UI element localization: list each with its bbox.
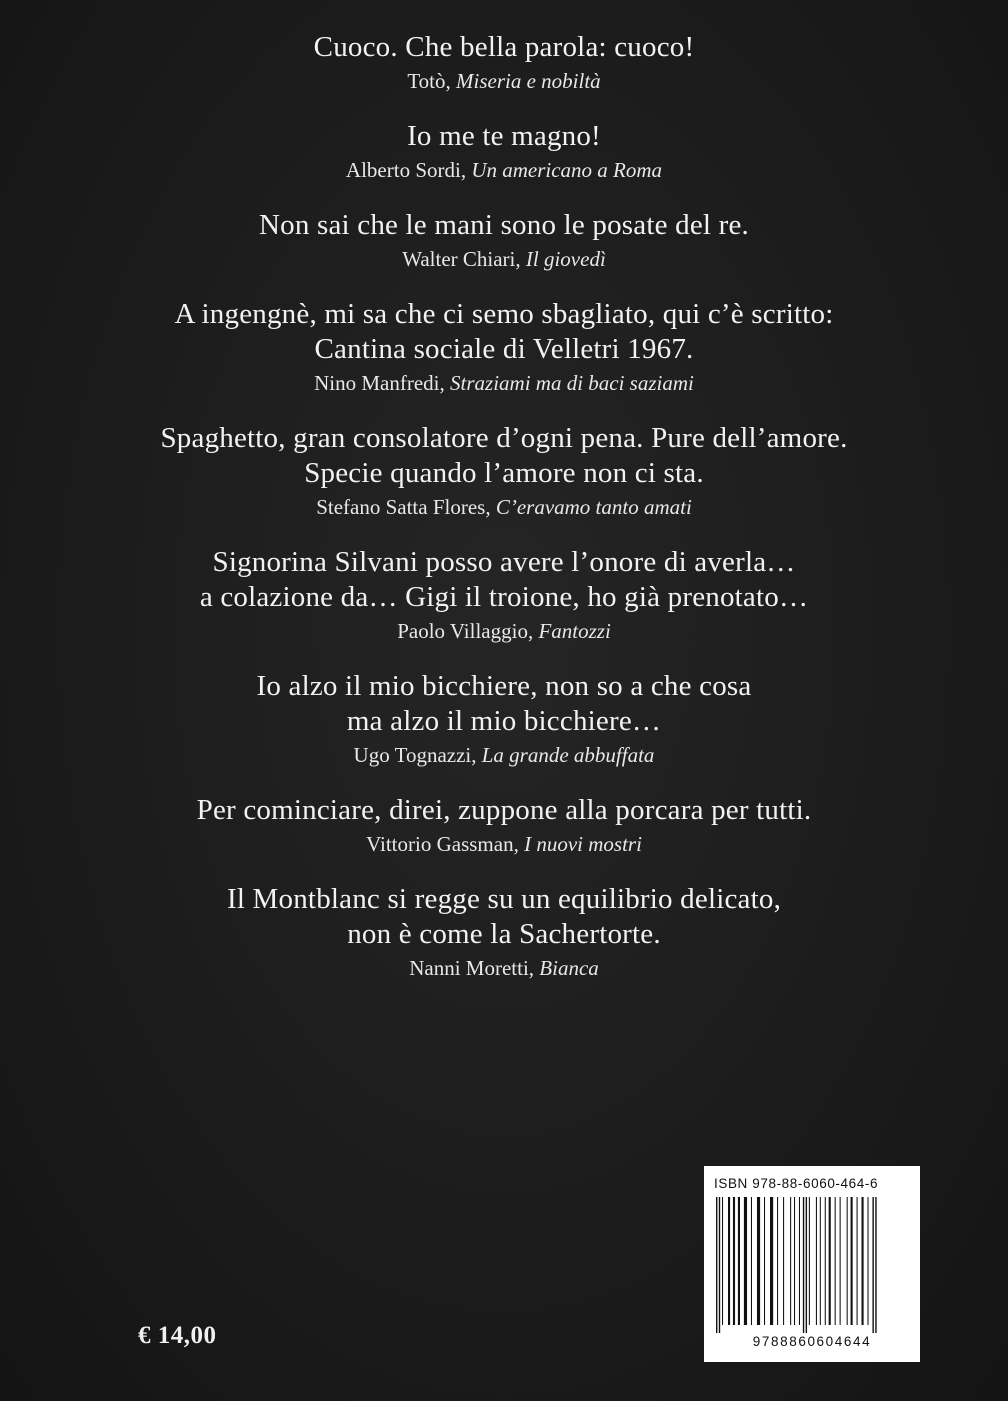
quote-author: Nino Manfredi,: [314, 371, 445, 395]
quote-line: Per cominciare, direi, zuppone alla porcara per tutti.: [196, 794, 812, 826]
barcode-digits: 9788860604644: [752, 1334, 872, 1349]
quote-block: [40, 545, 968, 645]
quote-film-title: La grande abbuffata: [481, 743, 655, 767]
quote-line: Il Montblanc si regge su un equilibrio delicato,: [226, 883, 782, 915]
barcode-label: [704, 1166, 920, 1362]
quote-attribution: [40, 156, 968, 184]
quote-block: [40, 421, 968, 521]
isbn-text: ISBN 978-88-6060-464-6: [714, 1176, 879, 1191]
quote-film-title: Il giovedì: [525, 247, 606, 271]
quote-attribution: [40, 67, 968, 95]
quote-line: A ingengnè, mi sa che ci semo sbagliato, qui c’è scritto:: [174, 298, 834, 330]
quote-author: Ugo Tognazzi,: [353, 743, 477, 767]
quote-block: [40, 882, 968, 982]
quote-block: [40, 669, 968, 769]
quote-attribution: [40, 245, 968, 273]
quote-film-title: Straziami ma di baci saziami: [450, 371, 694, 395]
quote-line: Cuoco. Che bella parola: cuoco!: [313, 31, 695, 63]
quote-line: Specie quando l’amore non ci sta.: [304, 457, 704, 489]
quote-line: Signorina Silvani posso avere l’onore di averla…: [212, 546, 796, 578]
quote-line: Cantina sociale di Velletri 1967.: [314, 333, 694, 365]
quote-line: Non sai che le mani sono le posate del re.: [259, 209, 749, 241]
quote-author: Alberto Sordi,: [345, 158, 467, 182]
quote-attribution: [40, 617, 968, 645]
quote-block: [40, 793, 968, 858]
price-label: € 14,00: [138, 1322, 217, 1349]
quote-film-title: Fantozzi: [538, 619, 611, 643]
quote-line: a colazione da… Gigi il troione, ho già prenotato…: [199, 581, 809, 613]
quote-film-title: Bianca: [539, 956, 599, 980]
quote-film-title: Un americano a Roma: [471, 158, 663, 182]
quote-attribution: [40, 369, 968, 397]
quote-film-title: Miseria e nobiltà: [456, 69, 601, 93]
quote-line: Spaghetto, gran consolatore d’ogni pena. Pure dell’amore.: [160, 422, 848, 454]
quote-attribution: [40, 741, 968, 769]
quote-attribution: [40, 493, 968, 521]
quote-line: non è come la Sachertorte.: [347, 918, 661, 950]
quote-line: Io alzo il mio bicchiere, non so a che cosa: [256, 670, 752, 702]
quote-author: Paolo Villaggio,: [397, 619, 534, 643]
quote-attribution: [40, 954, 968, 982]
quote-block: [40, 119, 968, 184]
quote-author: Totò,: [407, 69, 451, 93]
quote-author: Walter Chiari,: [402, 247, 521, 271]
barcode-graphic: [712, 1197, 912, 1333]
barcode-bars: [712, 1197, 912, 1333]
quote-author: Stefano Satta Flores,: [316, 495, 491, 519]
quote-author: Vittorio Gassman,: [366, 832, 519, 856]
quote-line: ma alzo il mio bicchiere…: [346, 705, 662, 737]
quote-block: [40, 30, 968, 95]
quote-block: [40, 208, 968, 273]
quote-attribution: [40, 830, 968, 858]
quote-film-title: I nuovi mostri: [524, 832, 642, 856]
quote-film-title: C’eravamo tanto amati: [495, 495, 692, 519]
quote-line: Io me te magno!: [407, 120, 601, 152]
quote-author: Nanni Moretti,: [409, 956, 535, 980]
quote-block: [40, 297, 968, 397]
quotes-list: [40, 30, 968, 1006]
